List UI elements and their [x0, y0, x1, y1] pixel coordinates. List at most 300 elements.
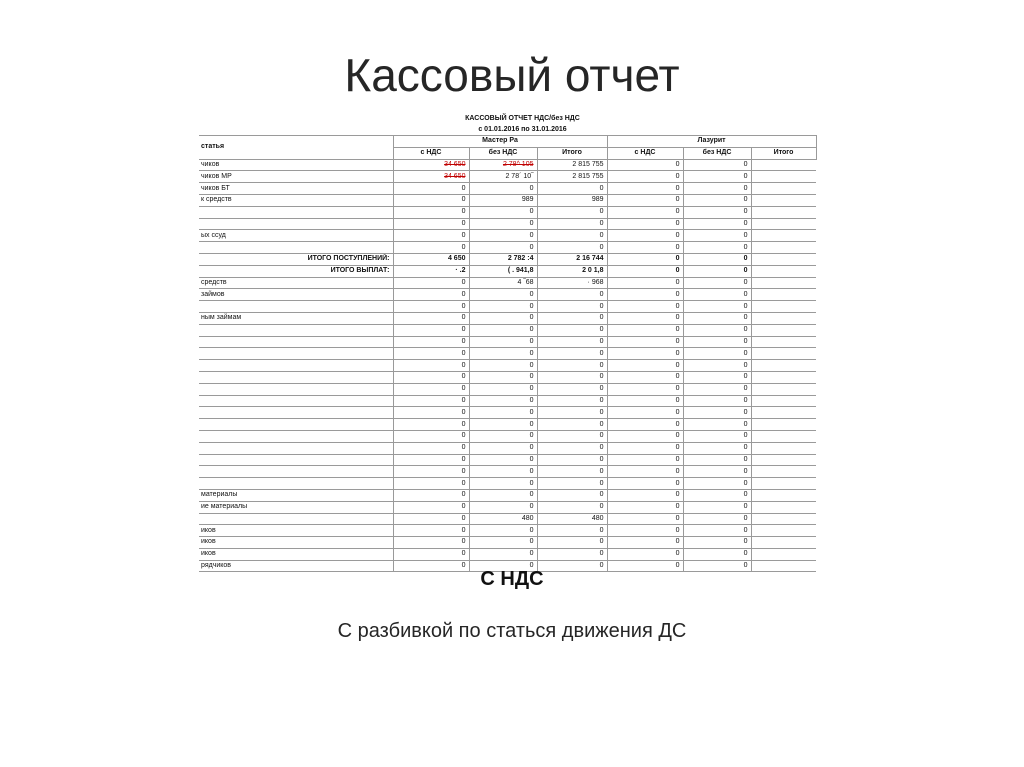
cell-value: 0	[461, 408, 466, 416]
row-label	[199, 242, 393, 254]
table-cell	[607, 183, 683, 195]
cell-value: 0	[599, 219, 604, 227]
table-cell	[683, 253, 751, 265]
cell-value: 0	[743, 219, 748, 227]
table-cell	[607, 513, 683, 525]
cell-value: 0	[743, 455, 748, 463]
cell-value: 989	[521, 196, 534, 204]
cell-value: 0	[461, 349, 466, 357]
table-cell	[751, 489, 816, 501]
table-row	[199, 312, 816, 324]
cell-value: 0	[529, 361, 534, 369]
table-cell	[393, 324, 469, 336]
table-cell	[469, 324, 537, 336]
table-cell	[683, 206, 751, 218]
table-cell	[683, 360, 751, 372]
table-cell	[751, 324, 816, 336]
report-period: с 01.01.2016 по 31.01.2016	[478, 126, 567, 133]
table-cell	[683, 312, 751, 324]
column-header: без НДС	[683, 147, 751, 159]
table-cell	[393, 206, 469, 218]
cell-value: 0	[743, 491, 748, 499]
table-row	[199, 442, 816, 454]
row-label	[199, 513, 393, 525]
cell-value: 0	[675, 467, 680, 475]
table-cell	[537, 513, 607, 525]
table-cell	[683, 395, 751, 407]
table-row	[199, 430, 816, 442]
cell-value: 0	[529, 373, 534, 381]
cell-value: 0	[461, 326, 466, 334]
table-row	[199, 265, 816, 277]
cell-value: 0	[529, 349, 534, 357]
cell-value: 0	[675, 361, 680, 369]
cell-value: 0	[743, 420, 748, 428]
table-cell	[607, 242, 683, 254]
table-cell	[607, 360, 683, 372]
cell-value: 0	[599, 503, 604, 511]
table-cell	[469, 442, 537, 454]
cell-value: 0	[675, 267, 680, 275]
table-cell	[683, 430, 751, 442]
cell-value: 0	[461, 184, 466, 192]
table-cell	[469, 371, 537, 383]
cell-value: 0	[675, 243, 680, 251]
cell-value: 0	[529, 432, 534, 440]
report-title: КАССОВЫЙ ОТЧЕТ НДС/без НДС	[465, 115, 580, 122]
cell-value: 0	[675, 337, 680, 345]
table-row	[199, 454, 816, 466]
cell-value: 0	[675, 302, 680, 310]
table-cell	[751, 466, 816, 478]
table-cell	[683, 171, 751, 183]
table-cell	[537, 442, 607, 454]
table-cell	[469, 218, 537, 230]
table-cell	[751, 301, 816, 313]
row-label	[199, 395, 393, 407]
row-label	[199, 324, 393, 336]
table-cell	[393, 277, 469, 289]
cell-value: 0	[743, 302, 748, 310]
table-cell	[751, 218, 816, 230]
table-cell	[683, 407, 751, 419]
cell-value: 0	[599, 455, 604, 463]
table-cell	[393, 312, 469, 324]
table-cell	[683, 454, 751, 466]
table-cell	[683, 371, 751, 383]
table-cell	[683, 548, 751, 560]
table-cell	[751, 336, 816, 348]
table-cell	[607, 478, 683, 490]
row-label: ие материалы	[199, 501, 393, 513]
table-row	[199, 336, 816, 348]
cell-value: 0	[529, 408, 534, 416]
table-cell	[607, 371, 683, 383]
table-row	[199, 253, 816, 265]
cell-value: 0	[675, 373, 680, 381]
table-cell	[607, 525, 683, 537]
table-cell	[751, 194, 816, 206]
table-cell	[537, 277, 607, 289]
cell-value: 0	[461, 562, 466, 570]
column-header: Итого	[751, 147, 816, 159]
row-label: ИТОГО ПОСТУПЛЕНИЙ:	[199, 253, 393, 265]
table-cell	[607, 253, 683, 265]
table-cell	[751, 442, 816, 454]
cell-value: 0	[675, 420, 680, 428]
table-cell	[393, 159, 469, 171]
cell-value: 0	[529, 314, 534, 322]
cell-value: 2 16 744	[576, 255, 604, 263]
subtitle: С НДС	[480, 568, 544, 590]
table-cell	[751, 454, 816, 466]
row-label: чиков	[199, 159, 393, 171]
cell-value: 0	[461, 396, 466, 404]
table-cell	[607, 289, 683, 301]
cell-value: 0	[461, 503, 466, 511]
table-cell	[537, 336, 607, 348]
table-cell	[607, 430, 683, 442]
cell-value: 0	[743, 196, 748, 204]
table-cell	[469, 466, 537, 478]
table-cell	[537, 171, 607, 183]
table-cell	[683, 537, 751, 549]
cell-value: 0	[461, 385, 466, 393]
table-cell	[607, 312, 683, 324]
table-row	[199, 159, 816, 171]
cell-value: 2 0 1,8	[582, 267, 604, 275]
cell-value: 0	[675, 219, 680, 227]
cell-value: 0	[743, 314, 748, 322]
cell-value: 0	[675, 444, 680, 452]
cell-value: 0	[599, 361, 604, 369]
table-cell	[537, 206, 607, 218]
cell-value: 0	[675, 290, 680, 298]
header-row-groups	[199, 136, 816, 148]
cell-value: 0	[461, 314, 466, 322]
cell-value: 0	[675, 503, 680, 511]
cell-value: 0	[743, 349, 748, 357]
cell-value: 0	[529, 526, 534, 534]
table-cell	[537, 324, 607, 336]
cell-value: 0	[461, 290, 466, 298]
cell-value: 0	[599, 373, 604, 381]
cell-value: 0	[599, 550, 604, 558]
table-row	[199, 383, 816, 395]
table-cell	[393, 501, 469, 513]
table-cell	[607, 489, 683, 501]
cell-value: 0	[675, 184, 680, 192]
cell-value: 0	[743, 562, 748, 570]
row-label: средств	[199, 277, 393, 289]
table-cell	[607, 466, 683, 478]
table-cell	[393, 489, 469, 501]
table-row	[199, 301, 816, 313]
table-row	[199, 525, 816, 537]
cell-value: 989	[591, 196, 604, 204]
cell-value: 0	[743, 160, 748, 168]
cell-value: 0	[743, 243, 748, 251]
table-cell	[393, 336, 469, 348]
cell-value: 0	[743, 385, 748, 393]
table-cell	[393, 230, 469, 242]
cell-value: 0	[461, 479, 466, 487]
table-cell	[751, 548, 816, 560]
table-cell	[393, 218, 469, 230]
table-cell	[393, 419, 469, 431]
cell-value: 0	[675, 278, 680, 286]
table-cell	[469, 265, 537, 277]
table-cell	[751, 478, 816, 490]
table-cell	[393, 301, 469, 313]
table-cell	[393, 395, 469, 407]
column-group-lazurit: Лазурит	[607, 136, 816, 148]
table-cell	[607, 194, 683, 206]
cell-value: 0	[599, 314, 604, 322]
row-label: займов	[199, 289, 393, 301]
table-cell	[537, 242, 607, 254]
table-cell	[393, 265, 469, 277]
table-cell	[751, 171, 816, 183]
table-cell	[393, 383, 469, 395]
row-label	[199, 360, 393, 372]
table-cell	[537, 253, 607, 265]
table-cell	[537, 301, 607, 313]
table-cell	[469, 194, 537, 206]
table-cell	[537, 159, 607, 171]
cell-value: 0	[599, 184, 604, 192]
cell-value: 0	[743, 432, 748, 440]
table-cell	[469, 419, 537, 431]
report-table	[199, 135, 817, 572]
cell-value: 0	[529, 396, 534, 404]
row-label: иков	[199, 548, 393, 560]
table-cell	[683, 489, 751, 501]
table-cell	[393, 454, 469, 466]
cell-value: 0	[743, 172, 748, 180]
cell-value: 0	[743, 514, 748, 522]
cell-value: 0	[743, 479, 748, 487]
cell-value: 0	[743, 326, 748, 334]
table-cell	[537, 194, 607, 206]
table-row	[199, 289, 816, 301]
cell-value: 0	[675, 408, 680, 416]
table-cell	[751, 159, 816, 171]
cell-value: 0	[461, 208, 466, 216]
cell-value: 0	[743, 444, 748, 452]
table-cell	[469, 301, 537, 313]
table-cell	[469, 312, 537, 324]
table-cell	[469, 336, 537, 348]
table-cell	[469, 395, 537, 407]
table-cell	[751, 312, 816, 324]
cell-value: 0	[461, 278, 466, 286]
row-label: ИТОГО ВЫПЛАТ:	[199, 265, 393, 277]
table-cell	[683, 277, 751, 289]
cell-value: 0	[743, 408, 748, 416]
table-cell	[537, 537, 607, 549]
table-cell	[683, 348, 751, 360]
cell-value: 0	[461, 231, 466, 239]
cell-value: 0	[675, 255, 680, 263]
table-cell	[607, 501, 683, 513]
row-label	[199, 442, 393, 454]
table-cell	[683, 230, 751, 242]
table-cell	[393, 466, 469, 478]
cell-value: 0	[743, 337, 748, 345]
cell-value: 0	[461, 467, 466, 475]
cell-value: 0	[675, 514, 680, 522]
table-cell	[393, 253, 469, 265]
table-cell	[537, 395, 607, 407]
table-cell	[751, 371, 816, 383]
table-cell	[537, 218, 607, 230]
table-cell	[751, 206, 816, 218]
table-cell	[751, 430, 816, 442]
table-row	[199, 324, 816, 336]
cell-value: 0	[675, 160, 680, 168]
table-cell	[469, 525, 537, 537]
table-cell	[537, 478, 607, 490]
table-cell	[469, 206, 537, 218]
table-cell	[751, 513, 816, 525]
table-cell	[607, 548, 683, 560]
cell-value: 0	[675, 562, 680, 570]
row-label: ным займам	[199, 312, 393, 324]
table-row	[199, 395, 816, 407]
cell-value: 0	[743, 255, 748, 263]
cell-value: 0	[529, 385, 534, 393]
table-cell	[683, 242, 751, 254]
table-cell	[751, 242, 816, 254]
table-cell	[393, 183, 469, 195]
table-row	[199, 489, 816, 501]
table-row	[199, 501, 816, 513]
cell-value: 0	[675, 326, 680, 334]
cell-value: 2 815 755	[572, 172, 604, 180]
cell-value: 0	[675, 491, 680, 499]
cell-value: 0	[461, 550, 466, 558]
cell-value: 0	[529, 243, 534, 251]
cell-value: 0	[599, 243, 604, 251]
table-cell	[537, 454, 607, 466]
row-label: иков	[199, 525, 393, 537]
cell-value: 0	[529, 326, 534, 334]
cell-value: 0	[599, 396, 604, 404]
column-header: Итого	[537, 147, 607, 159]
cell-value: 0	[529, 479, 534, 487]
cell-value: 4 ‾68	[517, 278, 534, 286]
table-cell	[537, 501, 607, 513]
cell-value: 0	[461, 373, 466, 381]
cell-value: 0	[529, 455, 534, 463]
table-cell	[393, 478, 469, 490]
cell-value: 2 815 755	[572, 160, 604, 168]
table-cell	[469, 289, 537, 301]
cell-value: 0	[599, 208, 604, 216]
cell-value: 480	[591, 514, 604, 522]
table-cell	[751, 537, 816, 549]
table-cell	[751, 383, 816, 395]
table-cell	[683, 159, 751, 171]
table-cell	[393, 360, 469, 372]
table-cell	[393, 407, 469, 419]
table-cell	[683, 478, 751, 490]
table-row	[199, 407, 816, 419]
table-cell	[537, 371, 607, 383]
table-cell	[469, 159, 537, 171]
table-row	[199, 513, 816, 525]
table-cell	[607, 454, 683, 466]
cell-value: 0	[461, 514, 466, 522]
table-cell	[751, 289, 816, 301]
table-cell	[469, 430, 537, 442]
table-cell	[683, 383, 751, 395]
cell-value: 34 650	[444, 160, 466, 168]
cell-value: 0	[529, 562, 534, 570]
table-cell	[607, 159, 683, 171]
column-header: с НДС	[393, 147, 469, 159]
table-cell	[469, 407, 537, 419]
table-cell	[469, 277, 537, 289]
cell-value: 0	[675, 196, 680, 204]
table-cell	[683, 419, 751, 431]
cell-value: 0	[743, 290, 748, 298]
cell-value: 0	[675, 231, 680, 239]
cell-value: 0	[743, 231, 748, 239]
row-label	[199, 454, 393, 466]
table-cell	[751, 419, 816, 431]
table-cell	[683, 525, 751, 537]
column-header-article: статья	[199, 136, 393, 160]
table-cell	[469, 348, 537, 360]
table-row	[199, 466, 816, 478]
table-cell	[537, 525, 607, 537]
cell-value: 0	[675, 172, 680, 180]
table-cell	[393, 513, 469, 525]
table-cell	[751, 395, 816, 407]
cell-value: 0	[675, 479, 680, 487]
table-cell	[683, 265, 751, 277]
row-label	[199, 348, 393, 360]
cell-value: 0	[599, 432, 604, 440]
cell-value: 0	[461, 243, 466, 251]
table-cell	[393, 289, 469, 301]
cell-value: 0	[675, 396, 680, 404]
table-cell	[683, 324, 751, 336]
cell-value: 0	[743, 467, 748, 475]
table-cell	[607, 348, 683, 360]
table-cell	[683, 513, 751, 525]
table-cell	[469, 537, 537, 549]
table-cell	[537, 360, 607, 372]
cell-value: 0	[529, 538, 534, 546]
table-row	[199, 206, 816, 218]
row-label: к средств	[199, 194, 393, 206]
table-cell	[607, 218, 683, 230]
table-cell	[537, 383, 607, 395]
cell-value: 0	[675, 550, 680, 558]
table-cell	[469, 360, 537, 372]
cell-value: · 968	[587, 278, 604, 286]
table-cell	[751, 501, 816, 513]
cell-value: 0	[461, 455, 466, 463]
table-cell	[607, 277, 683, 289]
table-row	[199, 183, 816, 195]
table-cell	[537, 419, 607, 431]
table-cell	[751, 525, 816, 537]
table-cell	[683, 194, 751, 206]
